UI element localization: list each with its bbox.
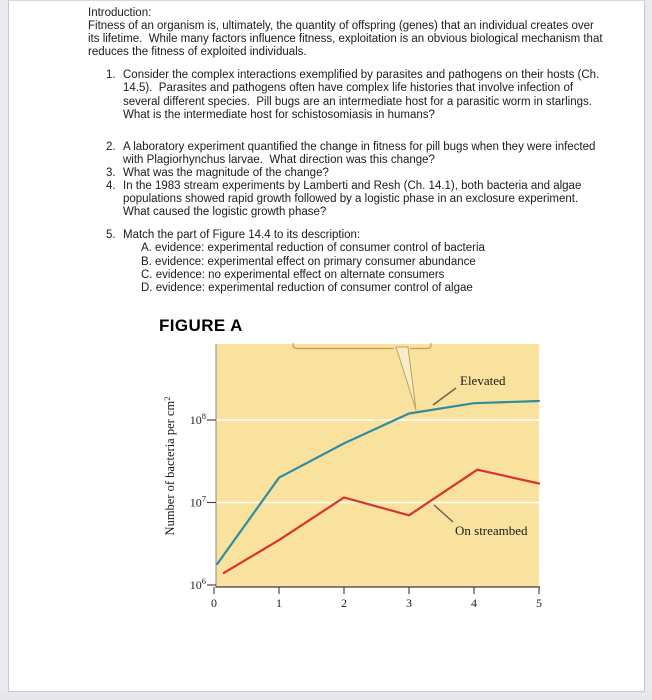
x-tick-label: 4 — [471, 596, 477, 610]
intro-heading: Introduction: — [88, 7, 152, 19]
question-text: In the 1983 stream experiments by Lamberti and Resh (Ch. 14.1), both bacteria and algae populations showed rapid growth followed by a logistic phase in an exclosure experiment. What caused the logistic growth phase? — [123, 180, 585, 219]
question-text: Match the part of Figure 14.4 to its description: — [123, 229, 361, 242]
question-number: 1. — [106, 69, 116, 82]
option-d: D. evidence: experimental reduction of consumer control of algae — [141, 281, 473, 294]
y-axis-label: Number of bacteria per $cm^2$ — [162, 396, 177, 536]
question-text: Consider the complex interactions exemplified by parasites and pathogens on their hosts (Ch. 14.5). Parasites and pathogens often have complex life histories that involve infection of several different species. Pill bugs are an intermediate host for a parasitic worm in starlings. What is the intermediate host for schistosomiasis in humans? — [123, 69, 603, 121]
x-tick-label: 5 — [536, 596, 542, 610]
question-number: 2. — [106, 140, 116, 153]
x-tick-label: 3 — [406, 596, 412, 610]
question-2 — [88, 141, 612, 167]
question-5 — [88, 229, 612, 294]
intro-paragraph: Fitness of an organism is, ultimately, the quantity of offspring (genes) that an individual creates over its lifetime. While many factors influence fitness, exploitation is an obvious biological mechanism that reduces the fitness of exploited individuals. — [88, 20, 606, 59]
question-text: A laboratory experiment quantified the change in fitness for pill bugs when they were infected with Plagiorhynchus larvae. What direction was this change? — [123, 140, 599, 166]
match-options — [141, 242, 612, 294]
worksheet-text — [88, 7, 612, 295]
series-label-elevated: Elevated — [460, 373, 506, 388]
question-1 — [88, 69, 612, 121]
option-b: B. evidence: experimental effect on primary consumer abundance — [141, 255, 476, 268]
question-number: 3. — [106, 166, 116, 179]
question-number: 4. — [106, 180, 116, 193]
series-label-on-streambed: On streambed — [455, 523, 528, 538]
question-4 — [88, 180, 612, 219]
page-bottom-margin — [0, 692, 652, 700]
figure-title: FIGURE A — [159, 316, 243, 335]
x-tick-label: 1 — [276, 596, 282, 610]
figure-a-line-chart — [161, 341, 591, 619]
question-3 — [88, 167, 612, 180]
y-tick-label: $10^7$ — [189, 493, 206, 510]
question-number: 5. — [106, 229, 116, 242]
option-c: C. evidence: no experimental effect on alternate consumers — [141, 268, 445, 281]
y-tick-label: $10^8$ — [189, 411, 206, 427]
document-page — [8, 0, 645, 692]
y-tick-label: $10^6$ — [189, 576, 206, 592]
x-tick-label: 2 — [341, 596, 347, 610]
option-a: A. evidence: experimental reduction of consumer control of bacteria — [141, 242, 485, 255]
x-tick-label: 0 — [211, 596, 217, 610]
question-text: What was the magnitude of the change? — [123, 166, 329, 179]
